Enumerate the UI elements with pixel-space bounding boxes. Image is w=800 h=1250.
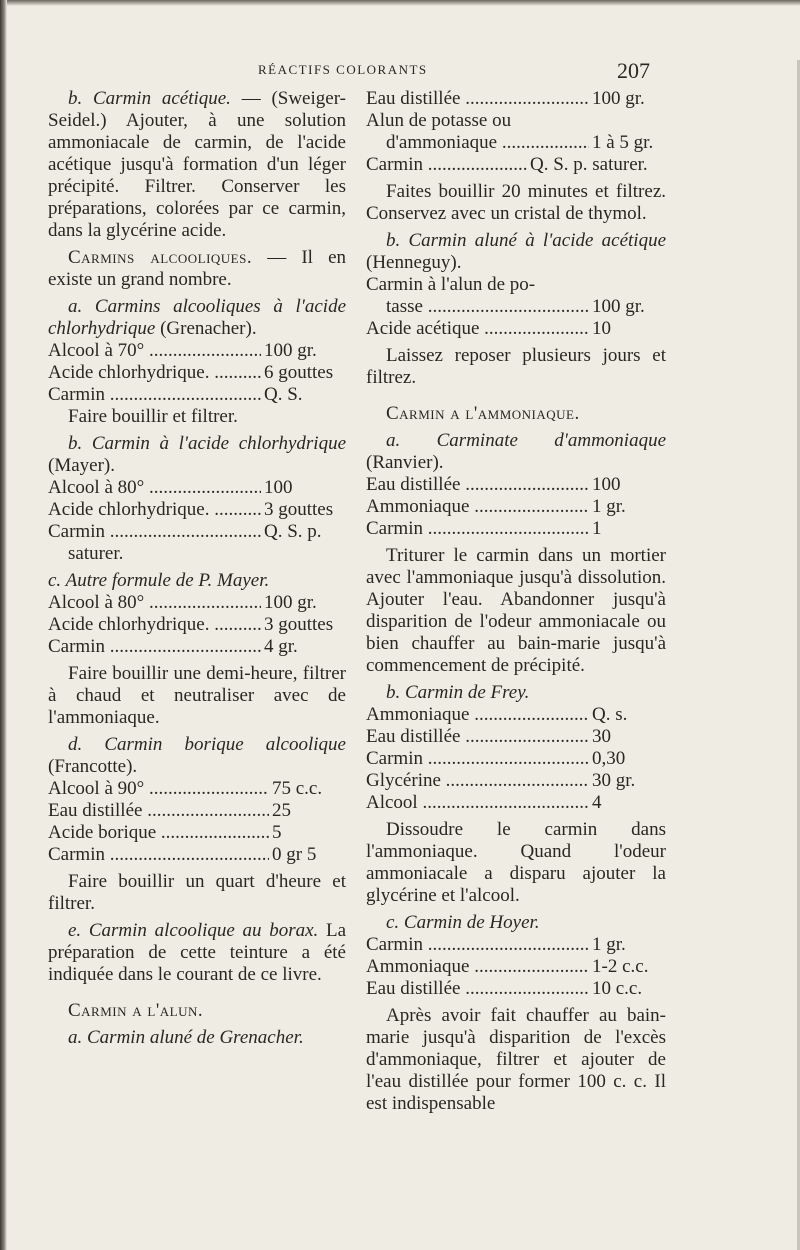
ingredient: Acide borique ..... [48, 822, 269, 844]
quantity: 1 gr. [592, 496, 626, 517]
recipe-author: (Grenacher). [155, 318, 257, 339]
section-heading-alun [48, 1000, 346, 1022]
page-header [0, 58, 800, 88]
section-heading: Carmins alcooliques. [68, 247, 253, 268]
ingredient: tasse ..... [386, 296, 589, 318]
recipe-row-continuation: saturer. [68, 543, 124, 564]
recipe-table-grenacher [48, 340, 346, 406]
recipe-row [48, 477, 346, 499]
recipe-table-autre-formule [48, 592, 346, 658]
right-column [366, 88, 666, 1115]
quantity: 1 gr. [592, 934, 626, 955]
page-edge-top [0, 0, 800, 6]
quantity: 100 gr. [264, 592, 317, 613]
recipe-author: (Henneguy). [366, 252, 462, 273]
recipe-title: b. Carmin de Frey. [386, 682, 530, 703]
paragraph-text: La préparation de cette teinture a été indiquée dans le courant de ce livre. [48, 920, 347, 985]
recipe-row [48, 340, 346, 362]
paragraph-carmins-alcooliques [48, 247, 346, 291]
section-heading: Carmin a l'ammoniaque. [386, 403, 580, 424]
recipe-table-henneguy [366, 274, 666, 340]
paragraph-carmin-acetique [48, 88, 346, 242]
recipe-title: d. Carmin borique alcoolique [68, 734, 346, 755]
ingredient: Eau distillée ..... [366, 726, 589, 748]
ingredient: Carmin ..... [366, 518, 589, 540]
recipe-table-mayer [48, 477, 346, 565]
quantity: 10 c.c. [592, 978, 643, 999]
recipe-table-grenacher-alune [366, 88, 666, 176]
recipe-author: (Francotte). [48, 756, 138, 777]
recipe-row [48, 800, 346, 822]
recipe-instruction: Faire bouillir une demi-heure, filtrer à chaud et neutraliser avec de l'ammoniaque. [48, 663, 346, 728]
recipe-row [48, 384, 346, 406]
recipe-heading-autre-formule [48, 570, 346, 592]
paragraph-carmin-borax [48, 920, 346, 986]
quantity: 3 gouttes [264, 499, 334, 520]
ingredient: Eau distillée ..... [366, 474, 589, 496]
recipe-row [366, 956, 666, 978]
recipe-row [366, 296, 666, 318]
ingredient: Alcool à 80° ..... [48, 592, 261, 614]
ingredient: Acide chlorhydrique. ..... [48, 362, 261, 384]
quantity: 100 gr. [264, 340, 317, 361]
recipe-author: (Ranvier). [366, 452, 444, 473]
paragraph-text: — Il en existe un grand nombre. [48, 247, 346, 290]
quantity: 30 [592, 726, 611, 747]
recipe-table-frey [366, 704, 666, 814]
recipe-row [366, 934, 666, 956]
quantity: 100 [264, 477, 293, 498]
quantity: 4 [592, 792, 602, 813]
recipe-title: c. Carmin de Hoyer. [386, 912, 540, 933]
recipe-instruction: Triturer le carmin dans un mortier avec l'ammoniaque jusqu'à dissolution. Ajouter l'eau. Abandonner jusqu'à disparition de l'odeur ammoniacale ou bien chauffer au bain-marie jusqu'à commencement de précipité. [366, 545, 666, 676]
paragraph-text: — (Sweiger-Seidel.) Ajouter, à une solution ammoniacale de carmin, de l'acide acétique jusqu'à formation d'un léger précipité. Filtrer. Conserver les préparations, colorées par ce carmin, dans la glycérine acide. [48, 88, 346, 241]
ingredient: Acide chlorhydrique. ..... [48, 499, 261, 521]
recipe-instruction: Dissoudre le carmin dans l'ammoniaque. Quand l'odeur ammoniacale a disparu ajouter la glycérine et l'alcool. [366, 819, 666, 906]
quantity: Q. S. [264, 384, 303, 405]
recipe-instruction: Laissez reposer plusieurs jours et filtrez. [366, 345, 666, 388]
recipe-row [366, 978, 666, 1000]
recipe-row [366, 318, 666, 340]
quantity: 100 gr. [592, 88, 645, 109]
recipe-title: b. Carmin aluné à l'acide acétique [386, 230, 666, 251]
ingredient: Carmin ..... [48, 844, 269, 866]
quantity: 75 c.c. [272, 778, 323, 799]
quantity: 5 [272, 822, 282, 843]
recipe-row [366, 88, 666, 110]
recipe-row [48, 362, 346, 384]
quantity: 100 gr. [592, 296, 645, 317]
recipe-instruction: Faire bouillir et filtrer. [68, 406, 238, 427]
recipe-instruction: Après avoir fait chauffer au bain-marie jusqu'à disparition de l'excès d'ammoniaque, filtrer et ajouter de l'eau distillée pour former 100 c. c. Il est indispensable [366, 1005, 666, 1114]
ingredient: Eau distillée ..... [366, 88, 589, 110]
quantity: 25 [272, 800, 291, 821]
recipe-row [48, 778, 346, 800]
quantity: 10 [592, 318, 611, 339]
ingredient: Carmin ..... [366, 934, 589, 956]
recipe-row [366, 518, 666, 540]
recipe-row [366, 704, 666, 726]
recipe-row [48, 822, 346, 844]
recipe-row [48, 636, 346, 658]
ingredient: Alcool à 80° ..... [48, 477, 261, 499]
recipe-title: b. Carmin acétique. [68, 88, 231, 109]
recipe-instruction: Faire bouillir un quart d'heure et filtrer. [48, 871, 346, 914]
recipe-heading-grenacher-alune [48, 1027, 346, 1049]
recipe-row [366, 748, 666, 770]
recipe-heading-grenacher [48, 296, 346, 340]
recipe-table-ranvier [366, 474, 666, 540]
recipe-row [48, 499, 346, 521]
recipe-heading-mayer [48, 433, 346, 477]
recipe-row [48, 614, 346, 636]
quantity: 0 gr 5 [272, 844, 317, 865]
quantity: 3 gouttes [264, 614, 334, 635]
page-edge-left [0, 0, 7, 1250]
ingredient: Ammoniaque ..... [366, 956, 589, 978]
section-heading: Carmin a l'alun. [68, 1000, 204, 1021]
quantity: 100 [592, 474, 621, 495]
ingredient: Carmin ..... [366, 748, 589, 770]
recipe-table-francotte [48, 778, 346, 866]
recipe-heading-ranvier [366, 430, 666, 474]
quantity: 6 gouttes [264, 362, 334, 383]
ingredient: Eau distillée ..... [48, 800, 269, 822]
quantity: 1 [592, 518, 602, 539]
ingredient: Acide acétique ..... [366, 318, 589, 340]
recipe-title: a. Carminate d'ammoniaque [386, 430, 666, 451]
running-head: RÉACTIFS COLORANTS [258, 62, 428, 77]
recipe-row [366, 496, 666, 518]
recipe-row: Carmin à l'alun de po- [366, 274, 536, 295]
ingredient: Alcool à 70° ..... [48, 340, 261, 362]
ingredient: Ammoniaque ..... [366, 496, 589, 518]
ingredient: d'ammoniaque ..... [386, 132, 589, 154]
quantity: 4 gr. [264, 636, 298, 657]
recipe-row [366, 154, 666, 176]
recipe-title: e. Carmin alcoolique au borax. [68, 920, 319, 941]
recipe-row: Alun de potasse ou [366, 110, 512, 131]
quantity: 1-2 c.c. [592, 956, 649, 977]
recipe-title: c. Autre formule de P. Mayer. [48, 570, 270, 591]
left-column [48, 88, 346, 1049]
recipe-row [366, 726, 666, 748]
ingredient: Glycérine ..... [366, 770, 589, 792]
ingredient: Carmin ..... [48, 384, 261, 406]
recipe-row [366, 474, 666, 496]
ingredient: Ammoniaque ..... [366, 704, 589, 726]
recipe-instruction: Faites bouillir 20 minutes et filtrez. Conservez avec un cristal de thymol. [366, 181, 666, 224]
recipe-title: a. Carmins alcooliques à l'acide chlorhydrique [48, 296, 346, 339]
ingredient: Acide chlorhydrique. ..... [48, 614, 261, 636]
quantity: 0,30 [592, 748, 626, 769]
ingredient: Alcool à 90° ..... [48, 778, 269, 800]
recipe-row [366, 132, 666, 154]
recipe-row [48, 844, 346, 866]
recipe-row [366, 770, 666, 792]
ingredient: Carmin ..... [48, 521, 261, 543]
recipe-row [366, 792, 666, 814]
ingredient: Carmin ..... [48, 636, 261, 658]
recipe-heading-hoyer [366, 912, 666, 934]
recipe-heading-frey [366, 682, 666, 704]
quantity: 30 gr. [592, 770, 636, 791]
recipe-table-hoyer [366, 934, 666, 1000]
quantity: Q. s. [592, 704, 628, 725]
ingredient: Alcool ..... [366, 792, 589, 814]
recipe-author: (Mayer). [48, 455, 115, 476]
recipe-heading-francotte [48, 734, 346, 778]
ingredient: Carmin ..... [366, 154, 527, 176]
page-number: 207 [617, 58, 650, 83]
quantity: 1 à 5 gr. [592, 132, 654, 153]
recipe-title: b. Carmin à l'acide chlorhydrique [68, 433, 346, 454]
recipe-row [48, 521, 346, 543]
recipe-title: a. Carmin aluné de Grenacher. [68, 1027, 304, 1048]
ingredient: Eau distillée ..... [366, 978, 589, 1000]
recipe-heading-henneguy [366, 230, 666, 274]
quantity: Q. S. p. saturer. [530, 154, 648, 175]
quantity: Q. S. p. [264, 521, 322, 542]
section-heading-ammoniaque [366, 403, 666, 425]
recipe-row [48, 592, 346, 614]
